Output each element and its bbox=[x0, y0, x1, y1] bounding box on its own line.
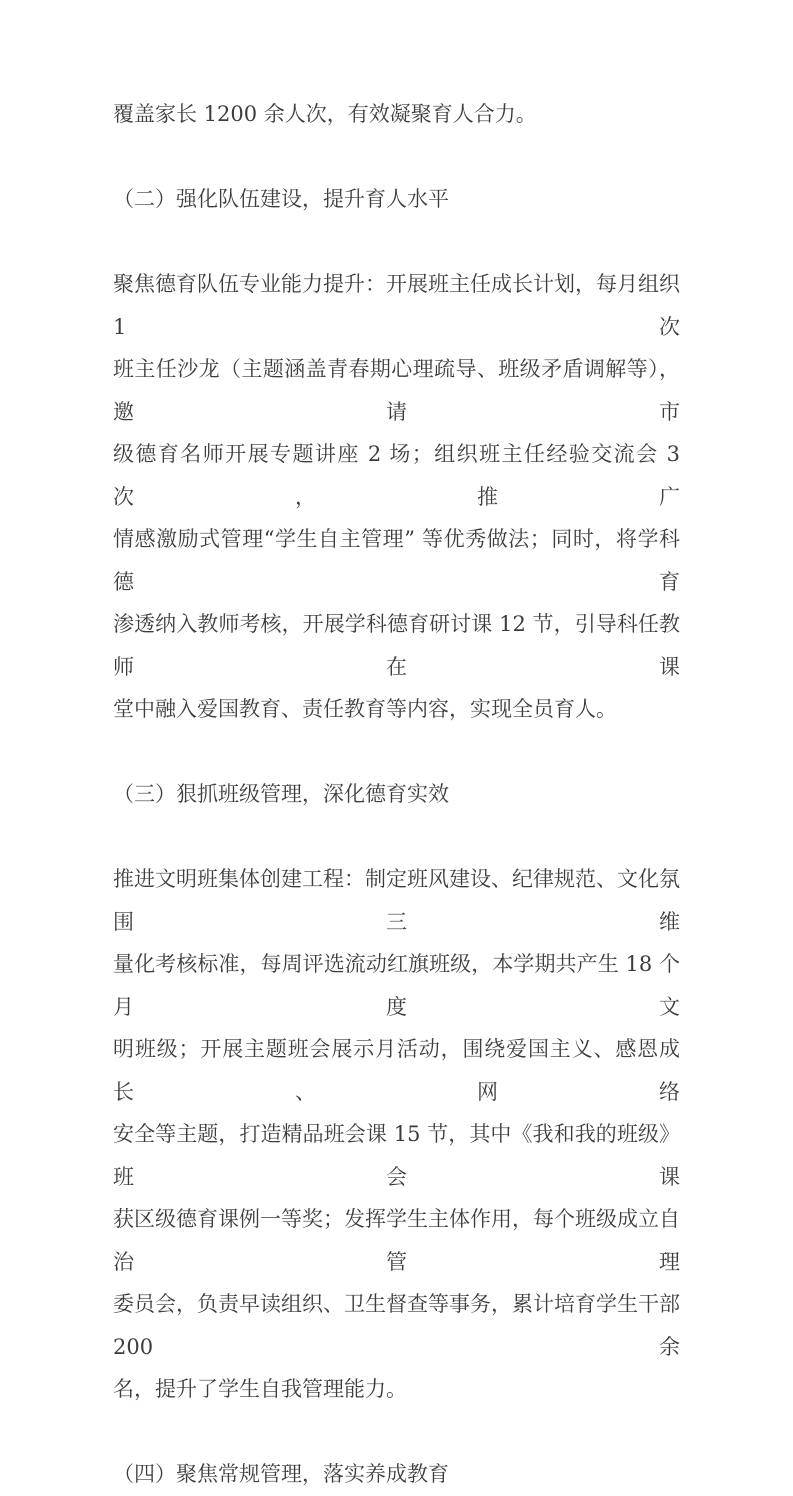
paragraph-line: 量化考核标准，每周评选流动红旗班级，本学期共产生 18 个月度文 bbox=[113, 952, 680, 1019]
paragraph bbox=[113, 263, 680, 731]
paragraph-line: 级德育名师开展专题讲座 2 场；组织班主任经验交流会 3 次，推广 bbox=[113, 442, 680, 509]
paragraph bbox=[113, 858, 680, 1411]
paragraph-line: 明班级；开展主题班会展示月活动，围绕爱国主义、感恩成长、网络 bbox=[113, 1037, 680, 1104]
paragraph-line: 堂中融入爱国教育、责任教育等内容，实现全员育人。 bbox=[113, 697, 617, 721]
paragraph-line: 覆盖家长 1200 余人次，有效凝聚育人合力。 bbox=[113, 102, 537, 126]
paragraph-line: 班主任沙龙（主题涵盖青春期心理疏导、班级矛盾调解等），邀请市 bbox=[113, 357, 680, 424]
paragraph-line: 安全等主题，打造精品班会课 15 节，其中《我和我的班级》班会课 bbox=[113, 1122, 680, 1189]
section-heading-3: （三）狠抓班级管理，深化德育实效 bbox=[113, 782, 449, 806]
paragraph-line: 名，提升了学生自我管理能力。 bbox=[113, 1377, 407, 1401]
section-heading-2: （二）强化队伍建设，提升育人水平 bbox=[113, 187, 449, 211]
section-heading-4: （四）聚焦常规管理，落实养成教育 bbox=[113, 1462, 449, 1486]
paragraph-line: 聚焦德育队伍专业能力提升：开展班主任成长计划，每月组织 1 次 bbox=[113, 272, 680, 339]
paragraph-line: 渗透纳入教师考核，开展学科德育研讨课 12 节，引导科任教师在课 bbox=[113, 612, 680, 679]
paragraph bbox=[113, 93, 680, 136]
paragraph-line: 委员会，负责早读组织、卫生督查等事务，累计培育学生干部 200 余 bbox=[113, 1292, 680, 1359]
paragraph-line: 获区级德育课例一等奖；发挥学生主体作用，每个班级成立自治管理 bbox=[113, 1207, 680, 1274]
paragraph-line: 情感激励式管理“学生自主管理” 等优秀做法；同时，将学科德育 bbox=[113, 527, 680, 594]
paragraph-line: 推进文明班集体创建工程：制定班风建设、纪律规范、文化氛围三维 bbox=[113, 867, 680, 934]
